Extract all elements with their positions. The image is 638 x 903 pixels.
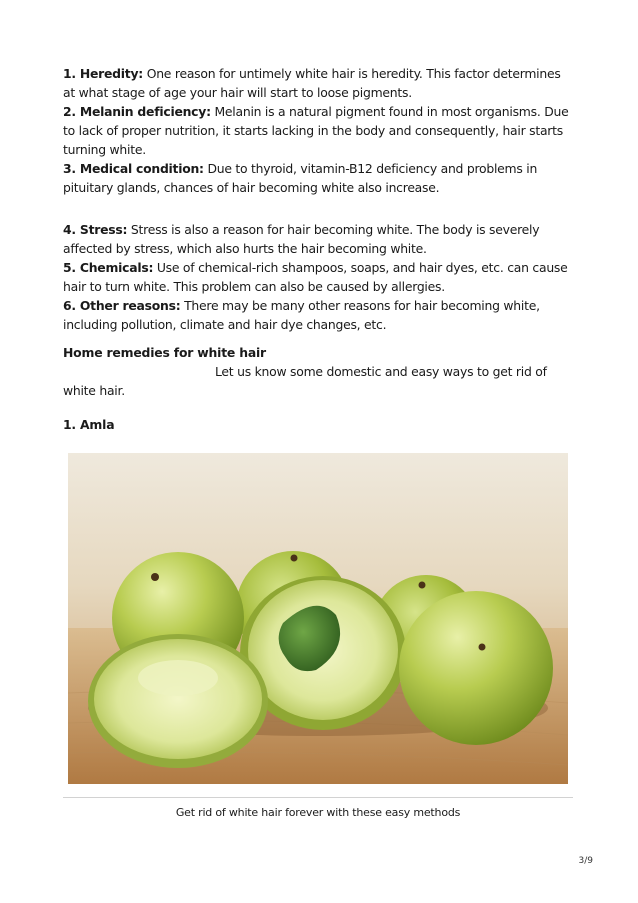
caption-divider — [63, 797, 573, 798]
reason-stress: 4. Stress: Stress is also a reason for hair becoming white. The body is severely affected by stress, which also hurts the hair becoming white. — [63, 222, 540, 256]
paragraph-gap — [63, 197, 573, 216]
amla-right-whole — [399, 591, 553, 745]
remedies-heading: Home remedies for white hair — [63, 345, 266, 360]
amla-illustration — [68, 453, 568, 784]
reason-melanin: 2. Melanin deficiency: Melanin is a natural pigment found in most organisms. Due to lack of proper nutrition, it starts lacking in the body and consequently, hair starts turning white. — [63, 104, 569, 157]
reason-heredity: 1. Heredity: One reason for untimely white hair is heredity. This factor determines at what stage of age your hair will start to loose pigments. — [63, 66, 561, 100]
reason-chemicals: 5. Chemicals: Use of chemical-rich shampoos, soaps, and hair dyes, etc. can cause hair to turn white. This problem can also be caused by allergies. — [63, 260, 568, 294]
page-number: 3/9 — [578, 856, 593, 866]
amla-photo — [68, 453, 568, 784]
remedies-intro: Let us know some domestic and easy ways to get rid of white hair. — [63, 364, 547, 398]
reason-other: 6. Other reasons: There may be many other reasons for hair becoming white, including pollution, climate and hair dye changes, etc. — [63, 298, 540, 332]
figure-caption: Get rid of white hair forever with these easy methods — [175, 806, 461, 819]
reasons-list — [63, 64, 573, 334]
reason-medical: 3. Medical condition: Due to thyroid, vitamin-B12 deficiency and problems in pituitary glands, chances of hair becoming white also increase. — [63, 161, 538, 195]
amla-subheading: 1. Amla — [63, 417, 115, 432]
